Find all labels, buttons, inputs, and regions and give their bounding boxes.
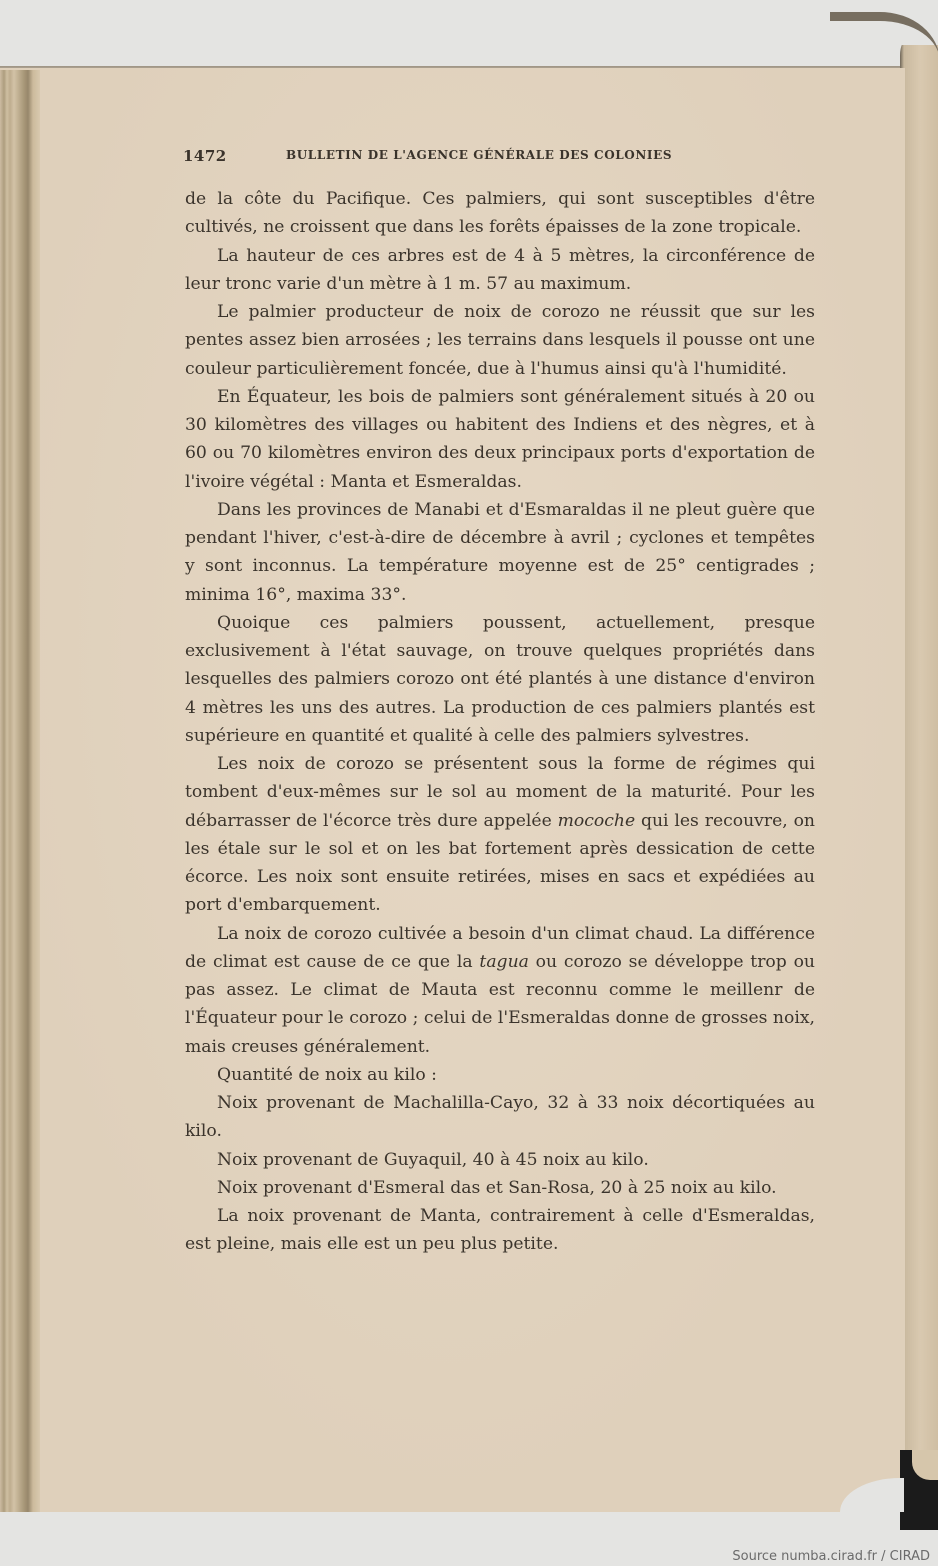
book-binding-edge	[0, 70, 40, 1512]
facing-page-edge	[900, 25, 938, 1505]
paragraph: En Équateur, les bois de palmiers sont généralement situés à 20 ou 30 kilomètres des villages ou habitent des Indiens et des nègres, et à 60 ou 70 kilomètres environ des deux principaux ports d'exportation de l'ivoire végétal : Manta et Esmeraldas.	[185, 386, 815, 492]
paragraph: La hauteur de ces arbres est de 4 à 5 mètres, la circonférence de leur tronc varie d'un mètre à 1 m. 57 au maximum.	[185, 245, 815, 294]
paragraph: de la côte du Pacifique. Ces palmiers, qui sont susceptibles d'être cultivés, ne croissent que dans les forêts épaisses de la zone tropicale.	[185, 189, 815, 238]
paragraph: Quantité de noix au kilo :	[217, 1064, 437, 1085]
source-credit: Source numba.cirad.fr / CIRAD	[732, 1549, 930, 1564]
text-run: qui les recouvre, on les étale sur le sol et on les bat fortement après dessication de cette écorce. Les noix sont ensuite retirées, mises en sacs et expédiées au port d'embarquement.	[185, 810, 815, 916]
paragraph	[185, 920, 815, 1061]
italic-term: tagua	[479, 951, 529, 972]
paragraph: La noix provenant de Manta, contrairement à celle d'Esmeraldas, est pleine, mais elle est un peu plus petite.	[185, 1206, 815, 1255]
text-run: Les noix de corozo se présentent sous la forme de régimes qui tombent d'eux-mêmes sur le sol au moment de la maturité. Pour les débarrasser de l'écorce très dure appelée	[185, 754, 815, 831]
body-text	[185, 185, 815, 1259]
paragraph	[185, 750, 815, 920]
running-header	[183, 146, 823, 165]
paragraph: Quoique ces palmiers poussent, actuellement, presque exclusivement à l'état sauvage, on trouve quelques propriétés dans lesquelles des palmiers corozo ont été plantés à une distance d'environ 4 mètres les uns des autres. La production de ces palmiers plantés est supérieure en quantité et qualité à celle des palmiers sylvestres.	[185, 612, 815, 746]
text-run: La noix de corozo cultivée a besoin d'un climat chaud. La différence de climat est cause de ce que la	[185, 923, 815, 972]
text-run: ou corozo se développe trop ou pas assez. Le climat de Mauta est reconnu comme le meillenr de l'Équateur pour le corozo ; celui de l'Esmeraldas donne de grosses noix, mais creuses généralement.	[185, 951, 815, 1057]
paragraph: Dans les provinces de Manabi et d'Esmaraldas il ne pleut guère que pendant l'hiver, c'est-à-dire de décembre à avril ; cyclones et tempêtes y sont inconnus. La température moyenne est de 25° centigrades ; minima 16°, maxima 33°.	[185, 499, 815, 605]
paragraph: Noix provenant d'Esmeral das et San-Rosa, 20 à 25 noix au kilo.	[217, 1177, 777, 1198]
page-number: 1472	[183, 147, 227, 165]
paragraph: Noix provenant de Guyaquil, 40 à 45 noix au kilo.	[217, 1149, 649, 1170]
italic-term: mocoche	[557, 810, 636, 831]
running-title: BULLETIN DE L'AGENCE GÉNÉRALE DES COLONIES	[286, 148, 673, 162]
paragraph: Noix provenant de Machalilla-Cayo, 32 à 33 noix décortiquées au kilo.	[185, 1093, 815, 1142]
paragraph: Le palmier producteur de noix de corozo ne réussit que sur les pentes assez bien arrosées ; les terrains dans lesquels il pousse ont une couleur particulièrement foncée, due à l'humus ainsi qu'à l'humidité.	[185, 302, 815, 379]
